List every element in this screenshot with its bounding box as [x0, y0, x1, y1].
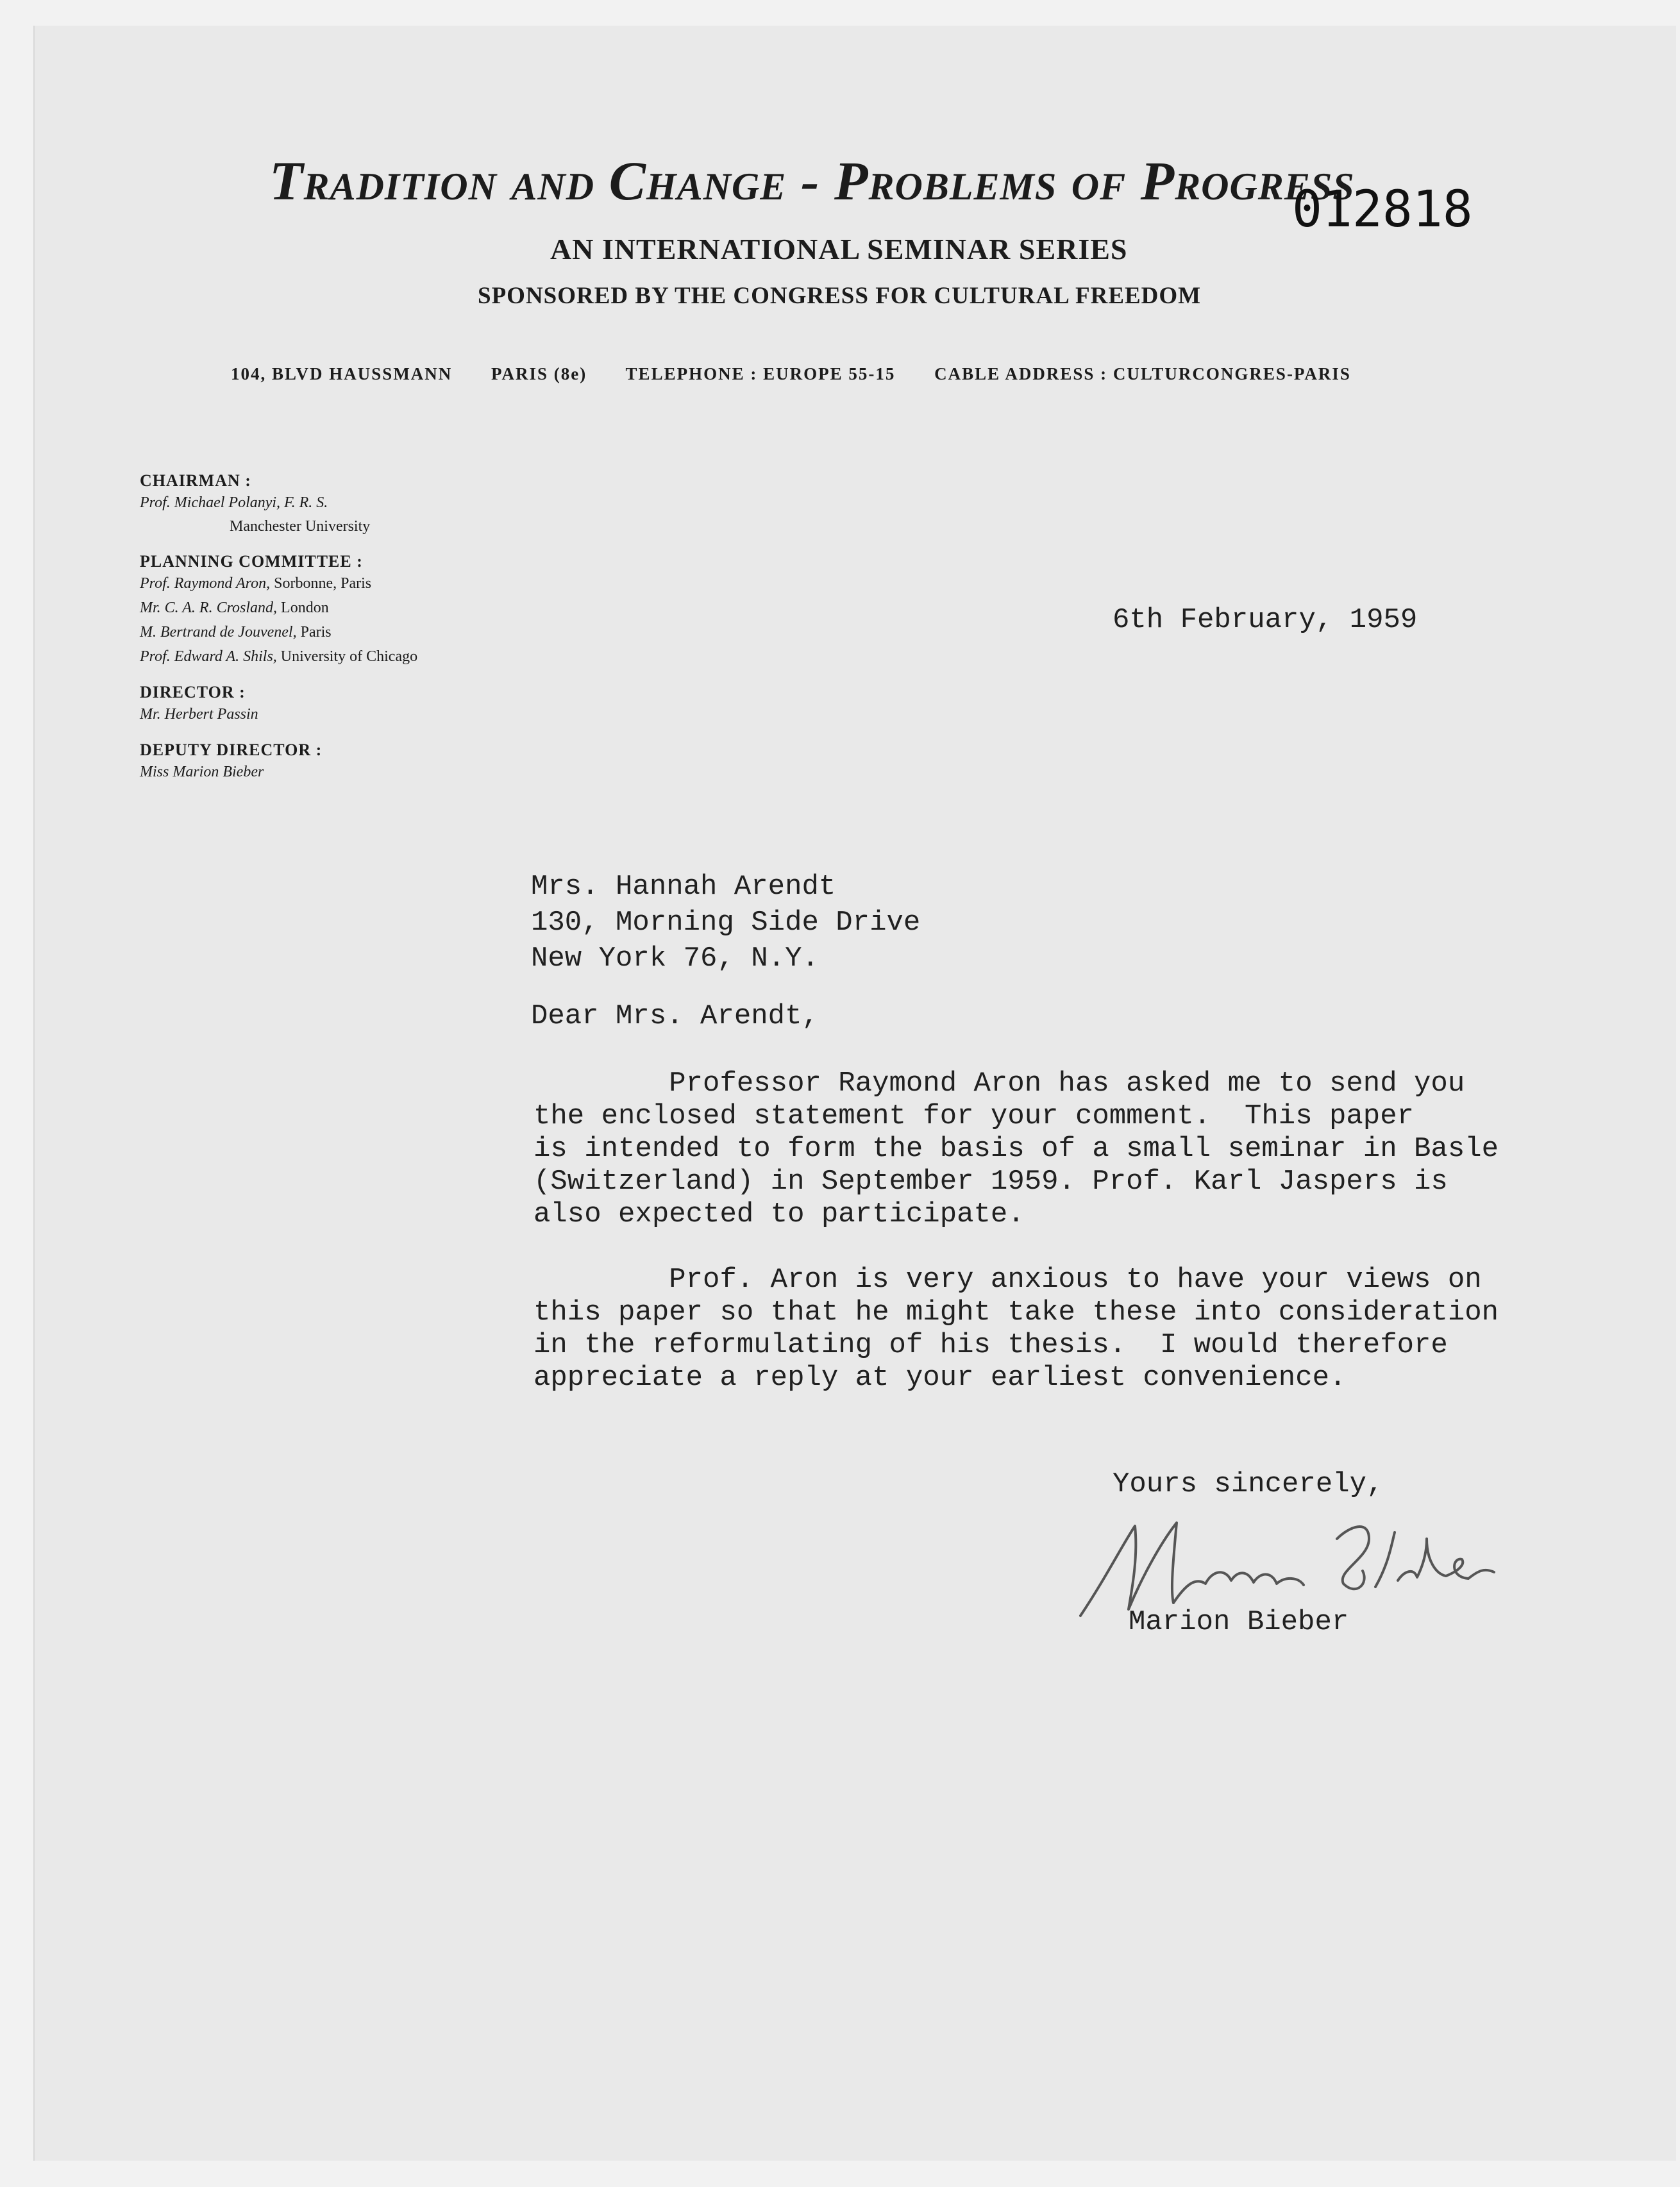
letterhead-subtitle: AN INTERNATIONAL SEMINAR SERIES: [550, 233, 1128, 265]
letterhead-title: Tradition and Change - Problems of Progress: [269, 150, 1355, 212]
closing: Yours sincerely,: [1113, 1468, 1384, 1500]
member-place: London: [277, 599, 329, 616]
cable-address: CABLE ADDRESS : CULTURCONGRES-PARIS: [934, 364, 1351, 383]
recipient-line: Mrs. Hannah Arendt: [531, 871, 836, 903]
director-name: [140, 702, 417, 726]
city: PARIS (8e): [491, 364, 587, 383]
deputy-director-name-text: Miss Marion Bieber: [140, 764, 264, 780]
planning-member: [140, 596, 417, 620]
chairman-name-text: Prof. Michael Polanyi, F. R. S.: [140, 494, 328, 511]
member-name: Prof. Raymond Aron,: [140, 575, 271, 592]
planning-member: [140, 571, 417, 596]
member-place: University of Chicago: [276, 648, 418, 665]
deputy-director-name: [140, 760, 417, 784]
letter-body: Professor Raymond Aron has asked me to send you the enclosed statement for your comment. This paper is intended to form the basis of a small seminar in Basle (Switzerland) in September 1959. Prof. Karl Jaspers is also expected to participate. Prof. Aron is very anxious to have your views on this paper so that he might take these into consideration in the reformulating of his thesis. I would therefore appreciate a reply at your earliest convenience.: [533, 1068, 1499, 1394]
planning-member: [140, 620, 417, 644]
salutation: Dear Mrs. Arendt,: [531, 1000, 819, 1032]
chairman-label: CHAIRMAN :: [140, 471, 251, 490]
committee-sidebar: [140, 471, 417, 784]
member-name: Mr. C. A. R. Crosland,: [140, 599, 278, 616]
letter-date: 6th February, 1959: [1113, 604, 1418, 636]
member-place: Paris: [296, 624, 332, 641]
director-name-text: Mr. Herbert Passin: [140, 706, 258, 723]
member-name: M. Bertrand de Jouvenel,: [140, 624, 297, 641]
telephone: TELEPHONE : EUROPE 55-15: [625, 364, 896, 383]
letterhead-contact-line: [231, 364, 1351, 384]
signer-name: Marion Bieber: [1129, 1606, 1349, 1638]
chairman-name: [140, 490, 417, 515]
chairman-institution: Manchester University: [230, 518, 371, 535]
member-name: Prof. Edward A. Shils,: [140, 648, 277, 665]
letterhead-sponsor: SPONSORED BY THE CONGRESS FOR CULTURAL FREEDOM: [478, 283, 1202, 309]
deputy-director-label: DEPUTY DIRECTOR :: [140, 741, 323, 759]
director-label: DIRECTOR :: [140, 683, 246, 701]
street-address: 104, BLVD HAUSSMANN: [231, 364, 453, 383]
planning-committee-label: PLANNING COMMITTEE :: [140, 552, 363, 571]
recipient-address: [531, 869, 920, 976]
archive-number-stamp: 012818: [1292, 181, 1473, 239]
recipient-line: 130, Morning Side Drive: [531, 907, 921, 939]
recipient-line: New York 76, N.Y.: [531, 943, 819, 975]
planning-member: [140, 644, 417, 669]
member-place: Sorbonne, Paris: [270, 575, 372, 592]
